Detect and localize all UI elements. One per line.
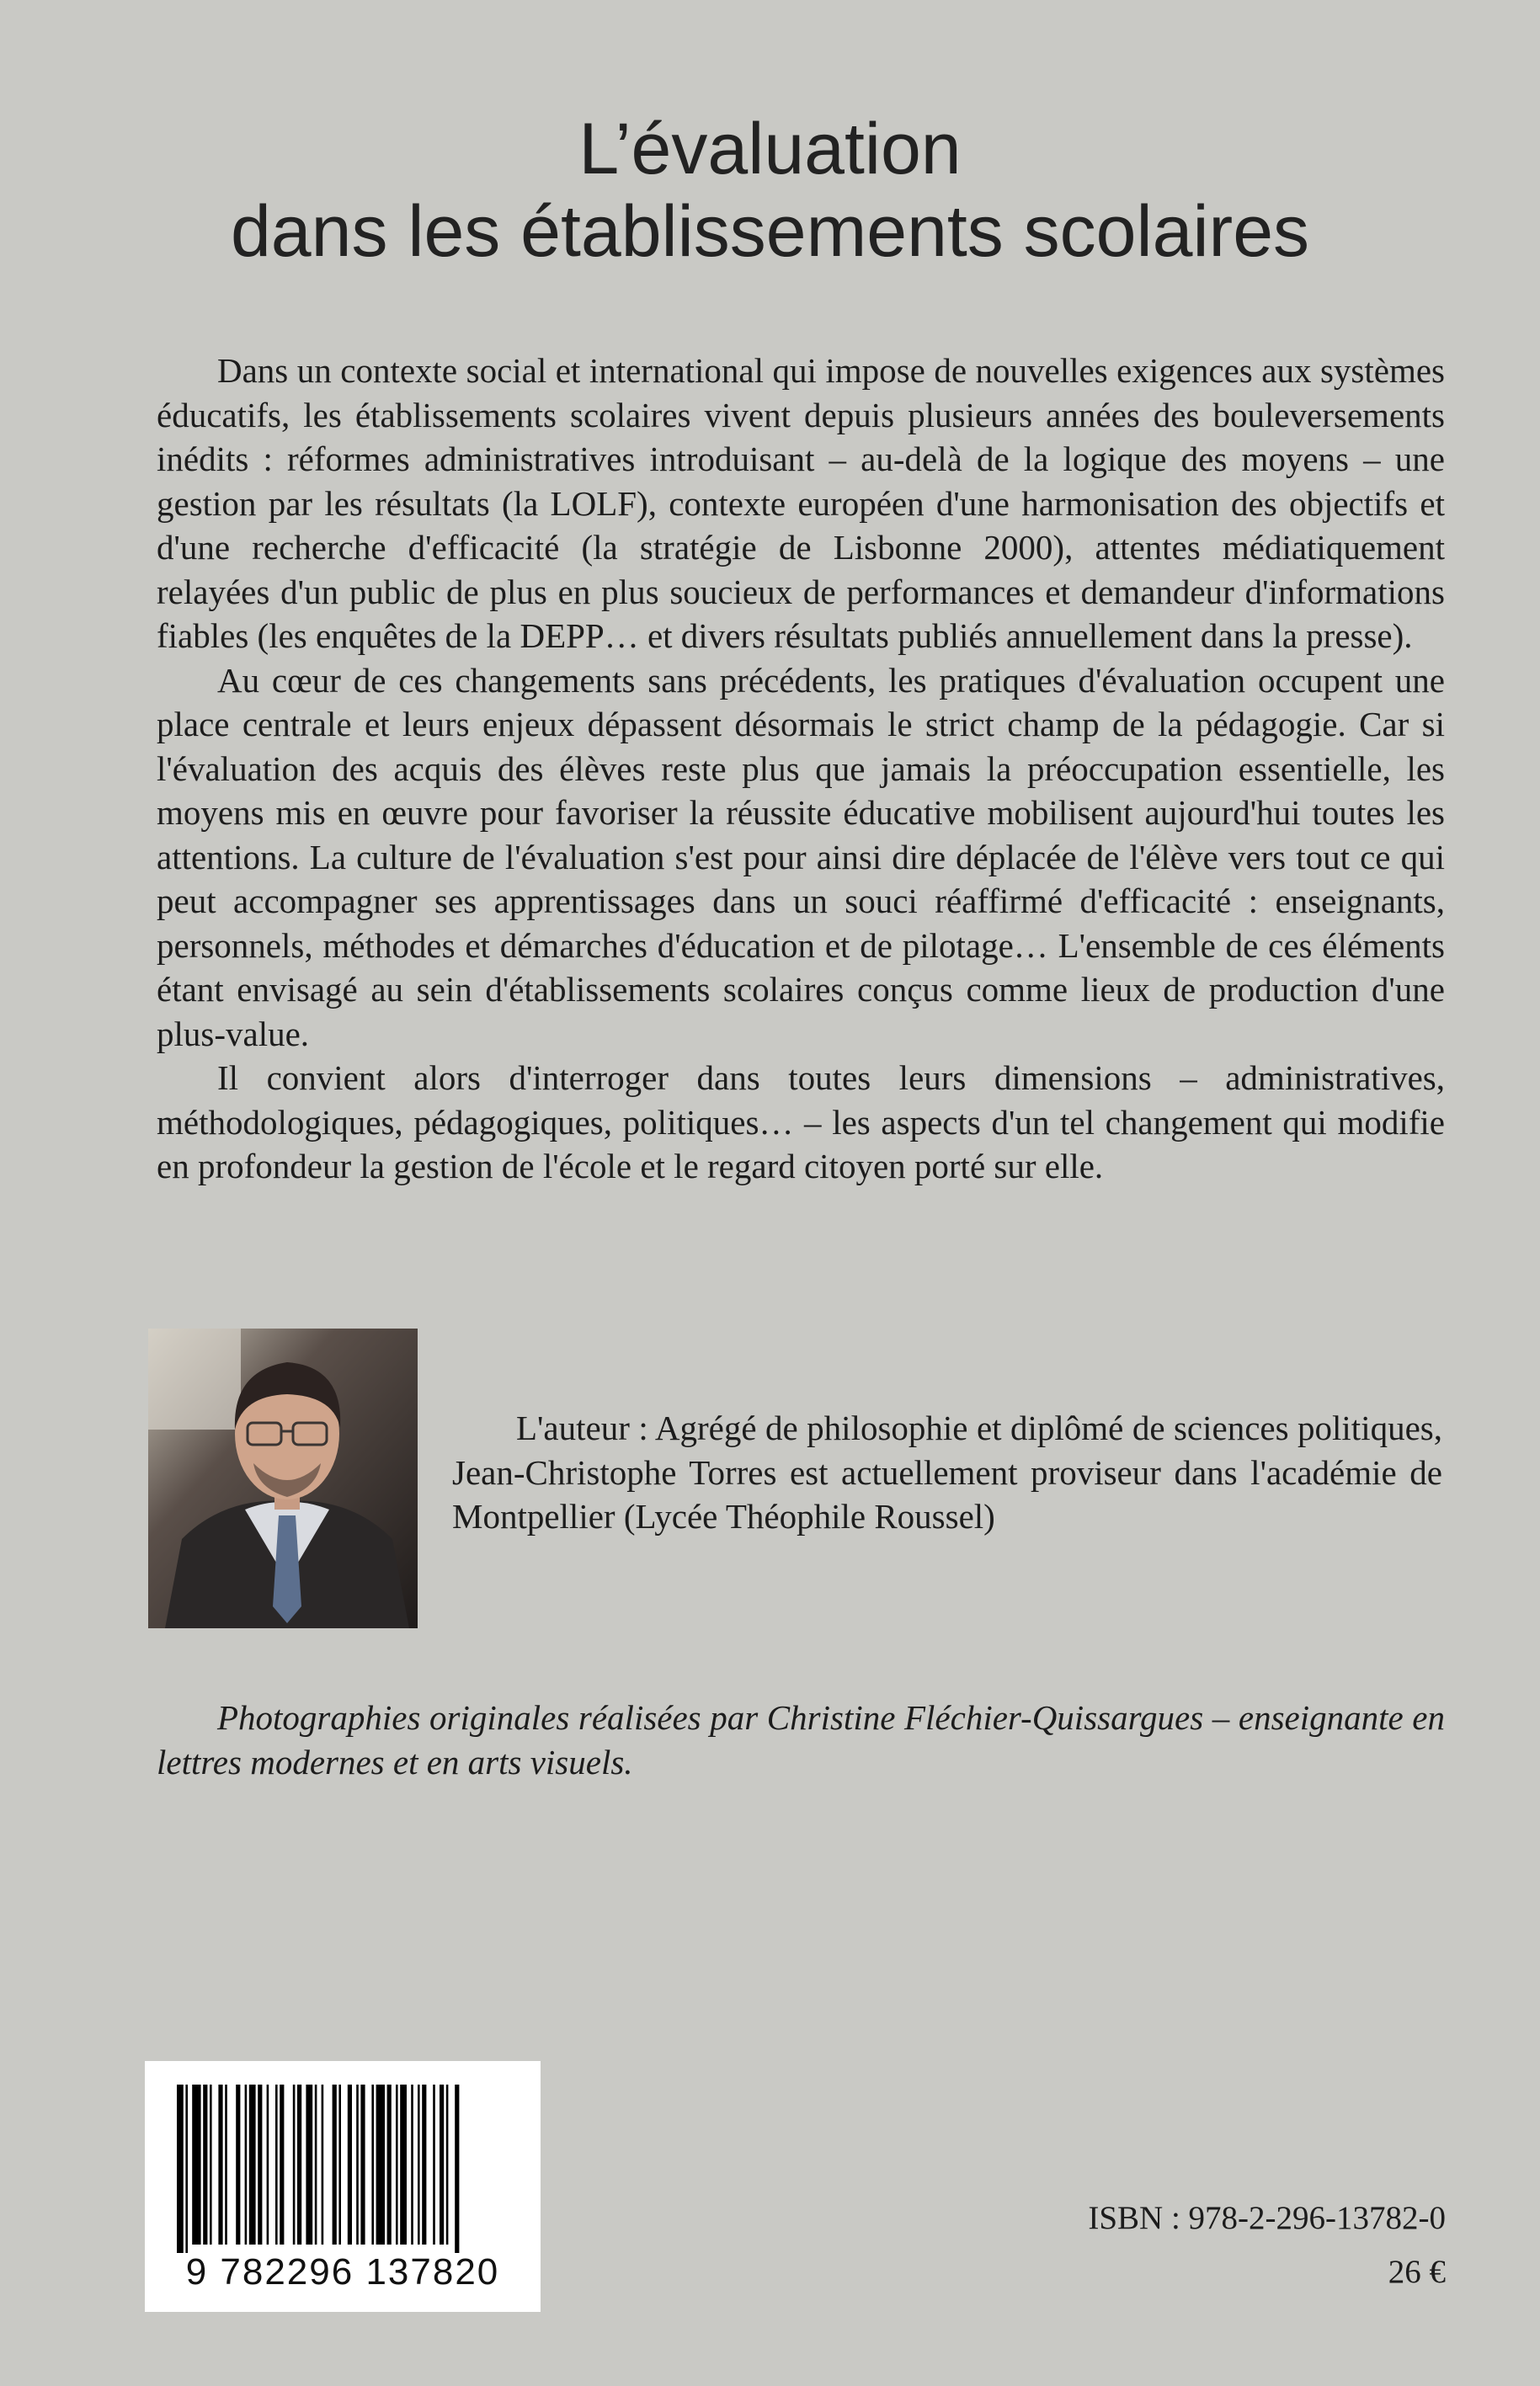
barcode-bar xyxy=(236,2085,240,2245)
barcode-bar xyxy=(280,2085,284,2245)
barcode-bar xyxy=(422,2085,426,2245)
barcode-bar xyxy=(293,2085,296,2245)
barcode-bar xyxy=(267,2085,269,2245)
title-line-1: L’évaluation xyxy=(578,109,962,189)
barcode-bar xyxy=(396,2085,398,2245)
author-photo xyxy=(148,1329,418,1628)
price: 26 € xyxy=(1388,2254,1446,2290)
barcode-bar xyxy=(333,2085,337,2245)
barcode-bar xyxy=(297,2085,301,2245)
barcode-bar xyxy=(360,2085,365,2245)
barcode-bar xyxy=(400,2085,407,2245)
barcode-bar xyxy=(455,2085,459,2253)
blurb-paragraph-2: Au cœur de ces changements sans précédents, les pratiques d'évaluation occupent une place centrale et leurs enjeux dépassent désormais le strict champ de la pédagogie. Car si l'évaluation des acquis des élèves reste plus que jamais la préoccupation essentielle, les moyens mis en œuvre pour favoriser la réussite éducative mobilisent aujourd'hui toutes les attentions. La culture de l'évaluation s'est pour ainsi dire déplacée de l'élève vers tout ce qui peut accompagner ses apprentissages dans un souci réaffirmé d'efficacité : enseignants, personnels, méthodes et démarches d'éducation et de pilotage… L'ensemble de ces éléments étant envisagé au sein d'établissements scolaires conçus comme lieux de production d'une plus-value. xyxy=(157,660,1445,1053)
barcode-bar xyxy=(322,2085,324,2245)
barcode-bar xyxy=(225,2085,227,2245)
barcode-bar xyxy=(376,2085,385,2245)
barcode-bar xyxy=(348,2085,352,2245)
barcode-bar xyxy=(440,2085,444,2245)
author-portrait-image xyxy=(148,1329,418,1628)
book-title xyxy=(0,108,1540,273)
barcode-digits: 9 782296 137820 xyxy=(185,2251,500,2293)
barcode-bar xyxy=(177,2085,184,2253)
title-line-2: dans les établissements scolaires xyxy=(230,191,1310,272)
barcode-bar xyxy=(249,2085,256,2245)
barcode-bars xyxy=(177,2085,509,2253)
barcode-bar xyxy=(218,2085,222,2245)
barcode-bar xyxy=(371,2085,374,2245)
barcode-bar xyxy=(411,2085,413,2245)
barcode-bar xyxy=(387,2085,392,2245)
blurb-paragraph-1: Dans un contexte social et international qui impose de nouvelles exigences aux systèmes éducatifs, les établissements scolaires vivent depuis plusieurs années des bouleversements inédits : réformes administratives introduisant – au-delà de la logique des moyens – une gestion par les résultats (la LOLF), contexte européen d'une harmonisation des objectifs et d'une recherche d'efficacité (la stratégie de Lisbonne 2000), attentes médiatiquement relayées d'un public de plus en plus soucieux de performances et demandeur d'informations fiables (les enquêtes de la DEPP… et divers résultats publiés annuellement dans la presse). xyxy=(157,351,1445,655)
barcode-bar xyxy=(192,2085,200,2245)
blurb-paragraph-3: Il convient alors d'interroger dans toutes leurs dimensions – administratives, méthodologiques, pédagogiques, politiques… – les aspects d'un tel changement qui modifie en profondeur la gestion de l'école et le regard citoyen porté sur elle. xyxy=(157,1058,1445,1185)
barcode-bar xyxy=(315,2085,317,2245)
barcode-bar xyxy=(418,2085,420,2245)
author-bio: L'auteur : Agrégé de philosophie et diplômé de sciences politiques, Jean-Christophe Torres est actuellement proviseur dans l'académie de Montpellier (Lycée Théophile Roussel) xyxy=(452,1409,1442,1536)
barcode-bar xyxy=(210,2085,212,2245)
barcode-bar xyxy=(338,2085,341,2245)
barcode-bar xyxy=(356,2085,359,2245)
barcode-bar xyxy=(258,2085,262,2245)
blurb xyxy=(157,349,1445,1189)
barcode-bar xyxy=(203,2085,207,2245)
barcode-bar xyxy=(433,2085,435,2245)
barcode-bar xyxy=(275,2085,278,2245)
barcode-bar xyxy=(185,2085,188,2253)
barcode-bar xyxy=(306,2085,312,2245)
photo-credits: Photographies originales réalisées par Christine Fléchier-Quissargues – enseignante en lettres modernes et en arts visuels. xyxy=(157,1698,1445,1782)
barcode-bar xyxy=(245,2085,248,2245)
barcode xyxy=(145,2061,541,2312)
isbn: ISBN : 978-2-296-13782-0 xyxy=(1088,2200,1446,2236)
barcode-bar xyxy=(446,2085,449,2245)
